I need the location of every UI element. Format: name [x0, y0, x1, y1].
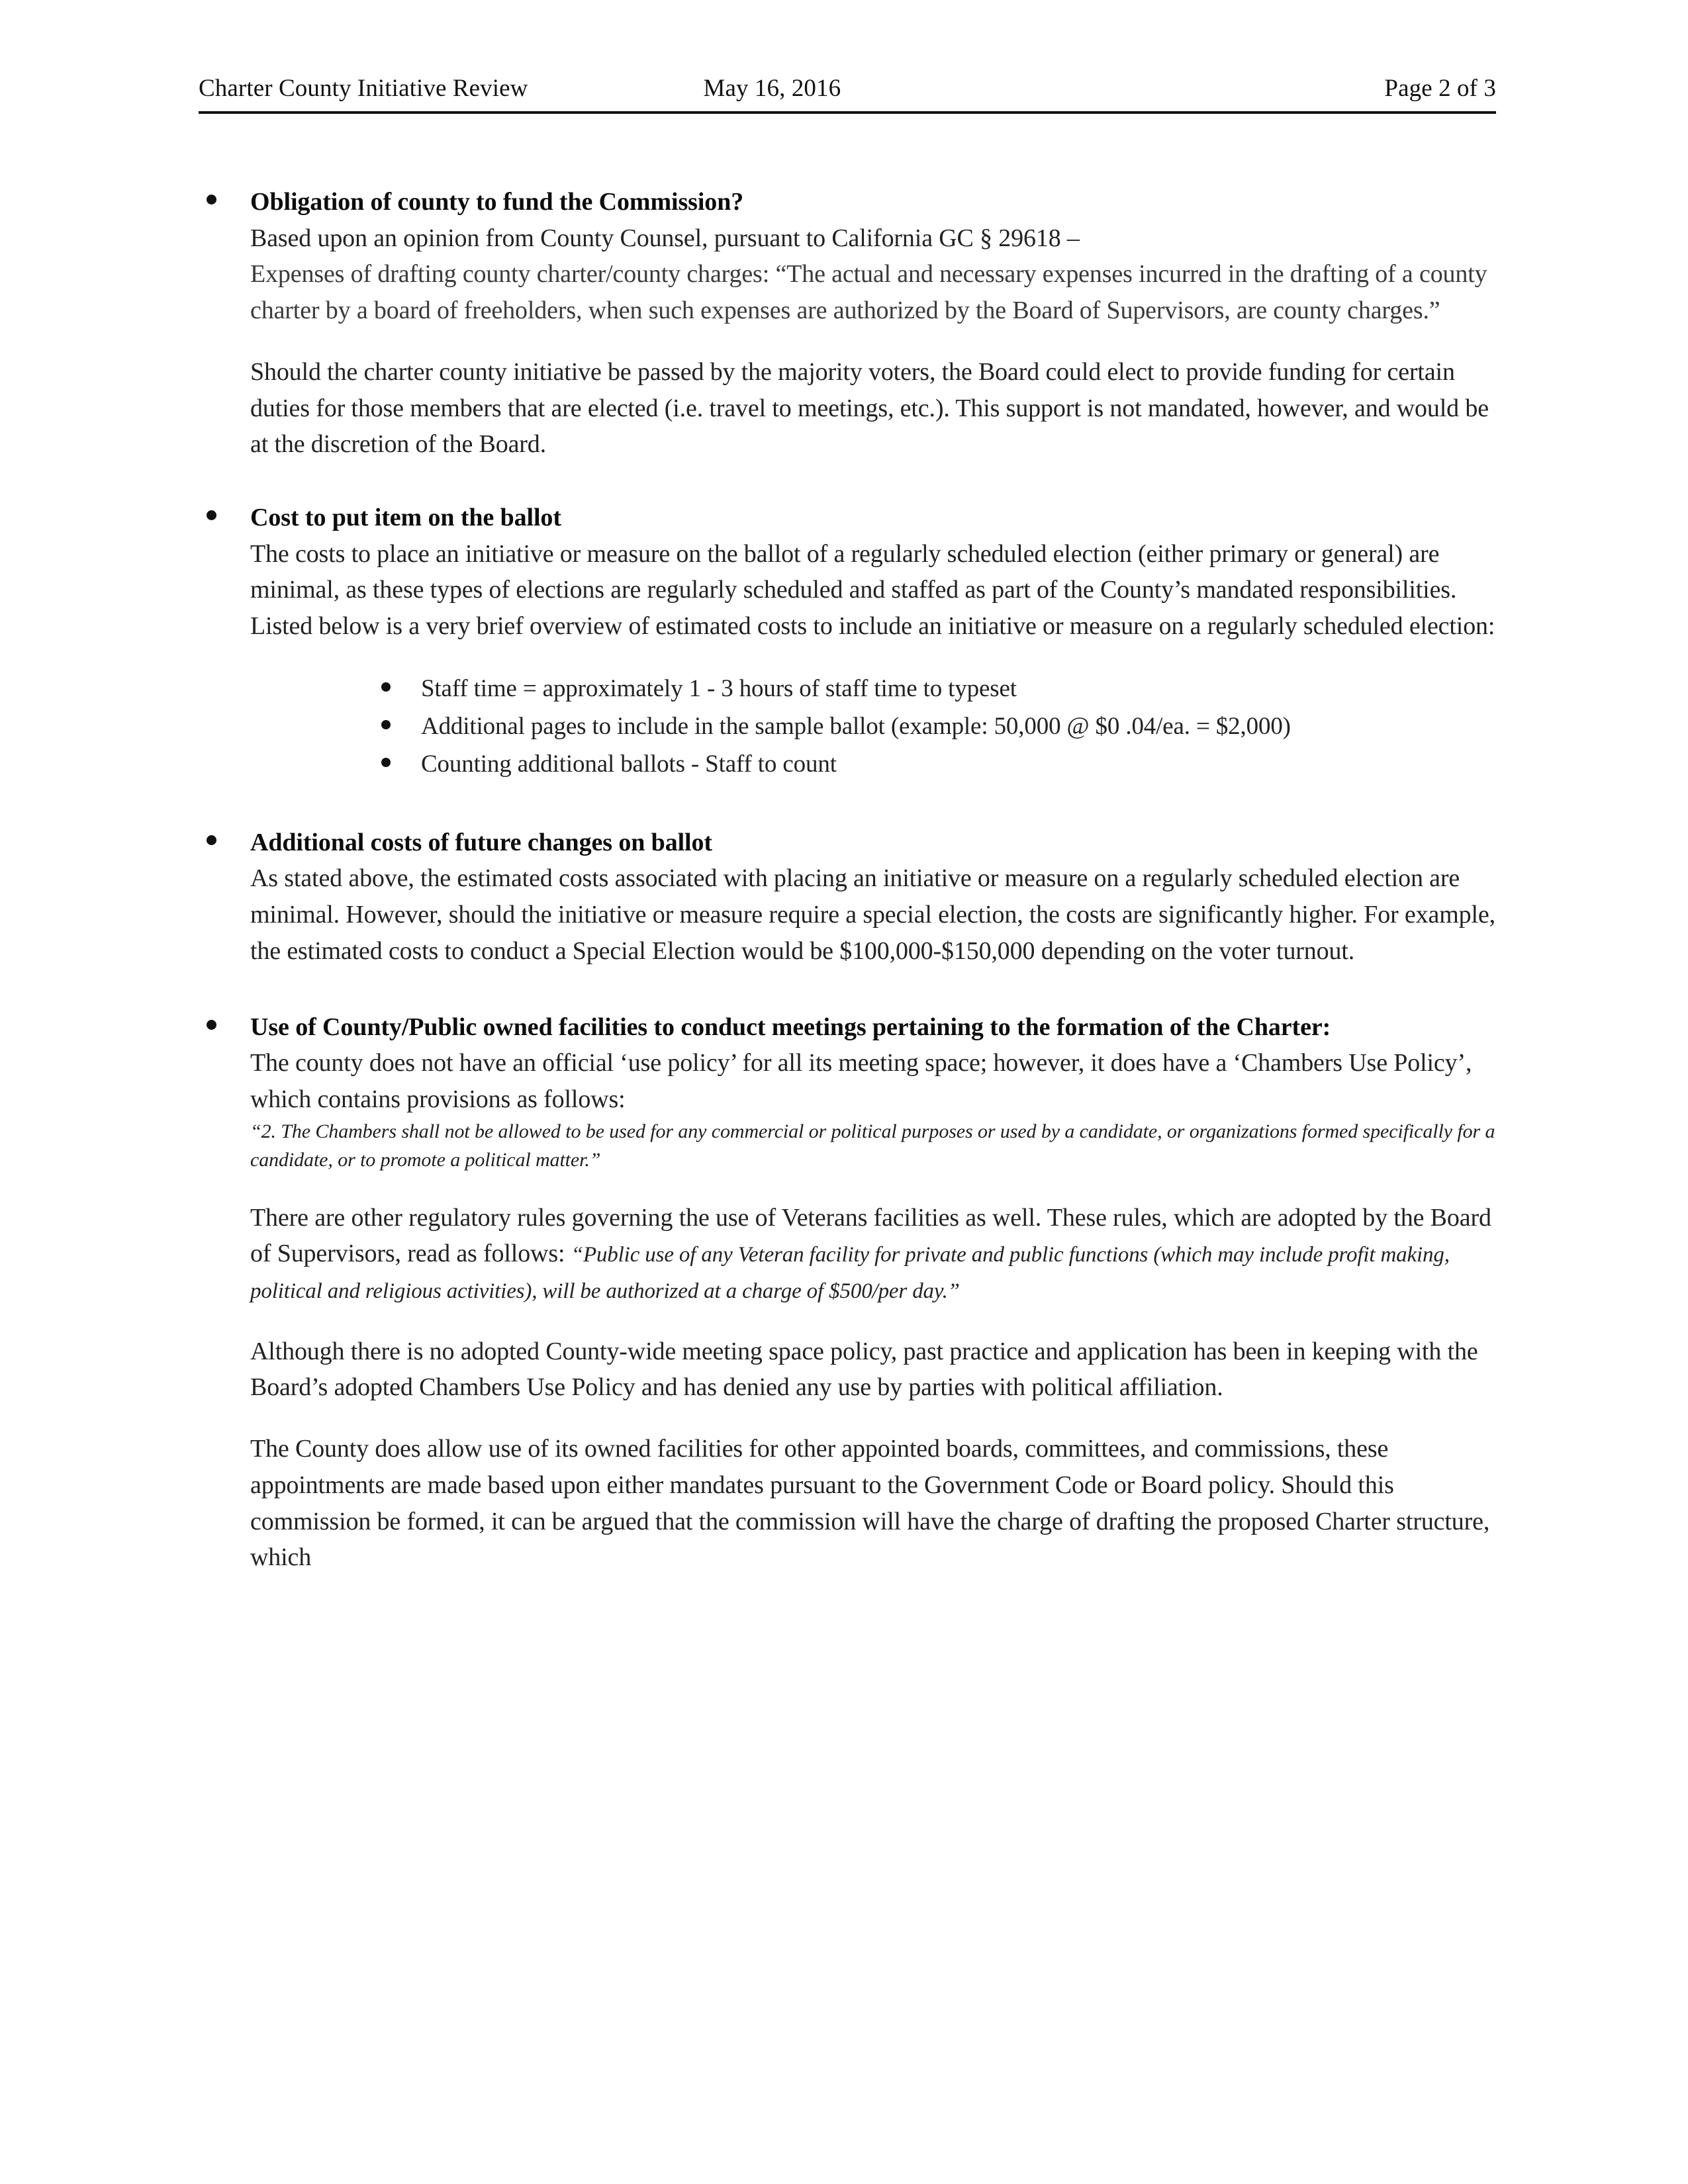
section-additional-costs-future-changes — [199, 825, 1499, 970]
section-paragraph: Based upon an opinion from County Counsel, pursuant to California GC § 29618 – — [250, 224, 1080, 252]
section-spacer — [199, 970, 1499, 1009]
header-divider-rule — [199, 111, 1496, 114]
section-paragraph: The costs to place an initiative or measure on the ballot of a regularly scheduled election (either primary or general) are minimal, as these types of elections are regularly scheduled and staffed as part of the County’s mandated responsibilities. Listed below is a very brief overview of estimated costs to include an initiative or measure on a regularly scheduled election: — [250, 539, 1495, 641]
section-paragraph-appointed-boards: The County does allow use of its owned facilities for other appointed boards, committees, and commissions, these appointments are made based upon either mandates pursuant to the Government Code or Board policy. Should this commission be formed, it can be argued that the commission will have the charge of drafting the proposed Charter structure, which — [250, 1435, 1490, 1572]
section-cost-to-put-item-on-ballot — [199, 500, 1499, 782]
section-paragraph-use-policy: The county does not have an official ‘use policy’ for all its meeting space; however, it does have a ‘Chambers Use Policy’, which contains provisions as follows: — [250, 1049, 1472, 1114]
bullet-icon — [381, 758, 391, 767]
section-heading: Additional costs of future changes on ballot — [250, 828, 712, 856]
section-statute-quote: Expenses of drafting county charter/county charges: “The actual and necessary expenses incurred in the drafting of a county charter by a board of freeholders, when such expenses are authorized by the Board of Supervisors, are county charges.” — [250, 260, 1487, 325]
bullet-icon — [207, 1020, 216, 1030]
bullet-icon — [381, 682, 391, 692]
bullet-icon — [381, 720, 391, 729]
document-body — [199, 184, 1499, 1576]
list-item-label: Counting additional ballots - Staff to count — [421, 751, 837, 778]
section-spacer — [199, 463, 1499, 500]
section-heading: Cost to put item on the ballot — [250, 504, 561, 532]
section-heading: Obligation of county to fund the Commission? — [250, 188, 744, 216]
page-header — [199, 74, 1496, 103]
list-item — [376, 671, 1499, 706]
list-item — [376, 747, 1499, 782]
list-item — [376, 709, 1499, 744]
section-obligation-to-fund — [199, 184, 1499, 463]
section-paragraph: As stated above, the estimated costs associated with placing an initiative or measure on a regularly scheduled election are minimal. However, should the initiative or measure require a special election, the costs are significantly higher. For example, the estimated costs to conduct a Special Election would be $100,000-$150,000 depending on the voter turnout. — [250, 864, 1495, 965]
section-spacer — [199, 785, 1499, 825]
veterans-rules-lead: There are other regulatory rules governing the use of Veterans facilities as well. These rules, which are adopted by the Board of Supervisors, read as follows: — [250, 1203, 1491, 1268]
header-document-title: Charter County Initiative Review — [199, 75, 528, 102]
veterans-rules-quote: “Public use of any Veteran facility for private and public functions (which may include profit making, political and religious activities), will be authorized at a charge of $500/per day.” — [250, 1243, 1450, 1303]
list-item-label: Additional pages to include in the sample ballot (example: 50,000 @ $0 .04/ea. = $2,000) — [421, 713, 1291, 741]
bullet-icon — [207, 835, 216, 845]
list-item-label: Staff time = approximately 1 - 3 hours of staff time to typeset — [421, 674, 1017, 702]
bullet-icon — [207, 510, 216, 520]
section-use-of-county-facilities — [199, 1009, 1499, 1576]
section-paragraph-past-practice: Although there is no adopted County-wide meeting space policy, past practice and application has been in keeping with the Board’s adopted Chambers Use Policy and has denied any use by parties with political affiliation. — [250, 1337, 1478, 1402]
section-paragraph-funding: Should the charter county initiative be passed by the majority voters, the Board could elect to provide funding for certain duties for those members that are elected (i.e. travel to meetings, etc.). This support is not mandated, however, and would be at the discretion of the Board. — [250, 357, 1489, 459]
header-date: May 16, 2016 — [703, 75, 841, 102]
section-heading: Use of County/Public owned facilities to conduct meetings pertaining to the formation of the Charter: — [250, 1013, 1331, 1041]
section-paragraph-veterans-rules — [250, 1200, 1499, 1308]
header-page-number: Page 2 of 3 — [1384, 75, 1496, 102]
cost-estimate-list — [250, 671, 1499, 782]
bullet-icon — [207, 195, 216, 205]
chambers-use-policy-quote: “2. The Chambers shall not be allowed to be used for any commercial or political purposes or used by a candidate, or organizations formed specifically for a candidate, or to promote a political matter.” — [250, 1120, 1495, 1171]
